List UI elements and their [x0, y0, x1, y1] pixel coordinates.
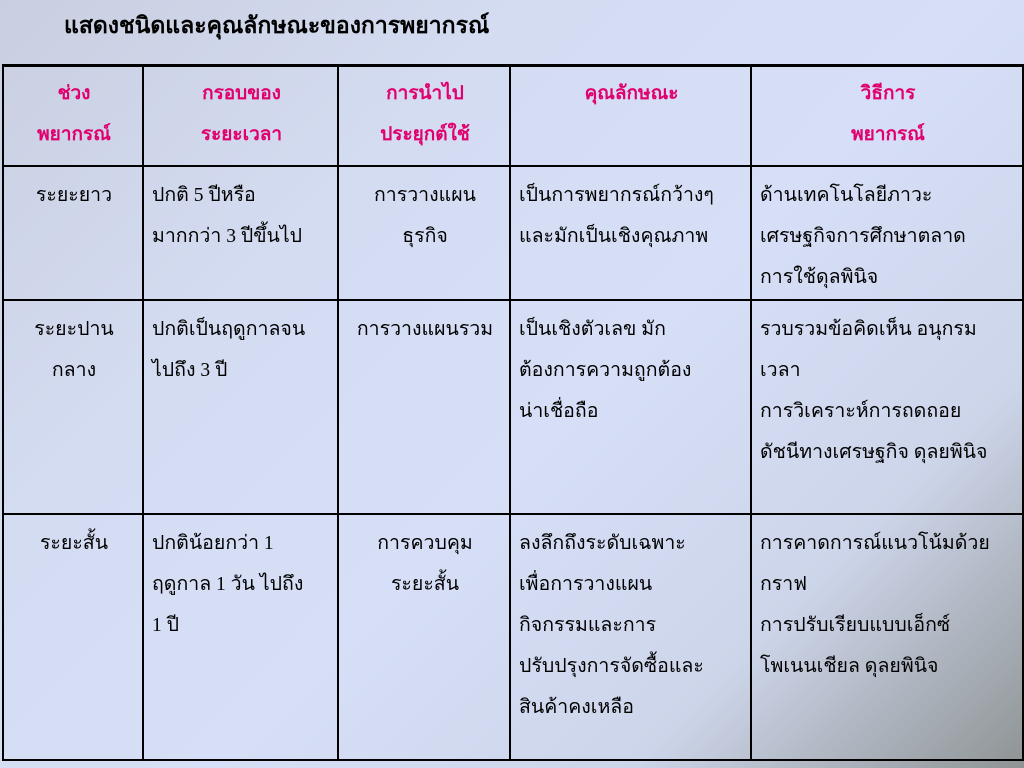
cell-line: การใช้ดุลพินิจ: [760, 266, 879, 288]
cell-line: ลงลึกถึงระดับเฉพาะ: [519, 532, 686, 554]
cell-line: การคาดการณ์แนวโน้มด้วย: [760, 532, 990, 554]
cell-line: ระยะสั้น: [39, 532, 109, 554]
cell-line: ระยะสั้น: [390, 573, 460, 595]
cell-line: สินค้าคงเหลือ: [519, 696, 634, 718]
cell-line: ปกติน้อยกว่า 1: [152, 532, 274, 554]
cell-line: เป็นการพยากรณ์กว้างๆ: [519, 184, 714, 206]
cell-timeframe: [143, 166, 338, 300]
header-line: พยากรณ์: [851, 124, 925, 145]
header-line: ระยะเวลา: [200, 124, 283, 145]
cell-line: เวลา: [760, 359, 801, 381]
cell-period: [3, 514, 143, 760]
cell-line: รวบรวมข้อคิดเห็น อนุกรม: [760, 318, 977, 340]
table-header-row: [3, 66, 1023, 166]
slide-title: แสดงชนิดและคุณลักษณะของการพยากรณ์: [64, 12, 490, 39]
cell-line: การวิเคราะห์การถดถอย: [760, 400, 962, 422]
cell-line: กิจกรรมและการ: [519, 614, 657, 636]
header-period: [3, 66, 143, 166]
table-row: [3, 300, 1023, 514]
cell-line: มากกว่า 3 ปีขึ้นไป: [152, 225, 303, 247]
cell-methods: [751, 166, 1023, 300]
header-application: [338, 66, 510, 166]
method-paragraph: [760, 523, 1016, 605]
header-line: คุณลักษณะ: [584, 83, 679, 104]
cell-characteristics: [510, 514, 751, 760]
cell-line: ระยะยาว: [35, 184, 113, 206]
cell-application: [338, 300, 510, 514]
table-row: [3, 166, 1023, 300]
cell-methods: [751, 514, 1023, 760]
cell-line: เป็นเชิงตัวเลข มัก: [519, 318, 666, 340]
method-paragraph: [760, 391, 1016, 473]
cell-line: การวางแผน: [374, 184, 476, 206]
header-line: ประยุกต์ใช้: [380, 124, 470, 145]
cell-application: [338, 514, 510, 760]
header-characteristics: [510, 66, 751, 166]
header-line: วิธีการ: [860, 83, 916, 104]
cell-line: ปกติเป็นฤดูกาลจน: [152, 318, 306, 340]
cell-line: กลาง: [51, 359, 97, 381]
cell-line: การปรับเรียบแบบเอ็กซ์: [760, 614, 951, 636]
cell-methods: [751, 300, 1023, 514]
cell-line: 1 ปี: [152, 614, 180, 636]
cell-line: น่าเชื่อถือ: [519, 400, 599, 422]
table-row: [3, 514, 1023, 760]
cell-line: การควบคุม: [377, 532, 473, 554]
header-line: ช่วง: [57, 83, 91, 104]
header-line: กรอบของ: [202, 83, 281, 104]
header-line: การนำไป: [386, 83, 464, 104]
cell-application: [338, 166, 510, 300]
cell-line: กราฟ: [760, 573, 808, 595]
method-paragraph: [760, 605, 1016, 687]
header-methods: [751, 66, 1023, 166]
cell-line: ด้านเทคโนโลยีภาวะ: [760, 184, 933, 206]
cell-line: ฤดูกาล 1 วัน ไปถึง: [152, 573, 304, 595]
cell-line: ดัชนีทางเศรษฐกิจ ดุลยพินิจ: [760, 441, 988, 463]
cell-line: เพื่อการวางแผน: [519, 573, 653, 595]
header-line: พยากรณ์: [37, 124, 111, 145]
method-paragraph: [760, 309, 1016, 391]
cell-line: การวางแผนรวม: [356, 318, 494, 340]
cell-timeframe: [143, 300, 338, 514]
header-timeframe: [143, 66, 338, 166]
cell-line: ปรับปรุงการจัดซื้อและ: [519, 655, 704, 677]
cell-timeframe: [143, 514, 338, 760]
cell-line: ธุรกิจ: [402, 225, 448, 247]
cell-line: ไปถึง 3 ปี: [152, 359, 228, 381]
method-paragraph: [760, 175, 1016, 298]
cell-period: [3, 300, 143, 514]
cell-characteristics: [510, 166, 751, 300]
cell-characteristics: [510, 300, 751, 514]
cell-line: โพเนนเชียล ดุลยพินิจ: [760, 655, 939, 677]
cell-line: ระยะปาน: [34, 318, 114, 340]
cell-period: [3, 166, 143, 300]
cell-line: ปกติ 5 ปีหรือ: [152, 184, 256, 206]
cell-line: และมักเป็นเชิงคุณภาพ: [519, 225, 709, 247]
cell-line: ต้องการความถูกต้อง: [519, 359, 692, 381]
forecast-types-table: [2, 64, 1024, 761]
cell-line: เศรษฐกิจการศึกษาตลาด: [760, 225, 966, 247]
